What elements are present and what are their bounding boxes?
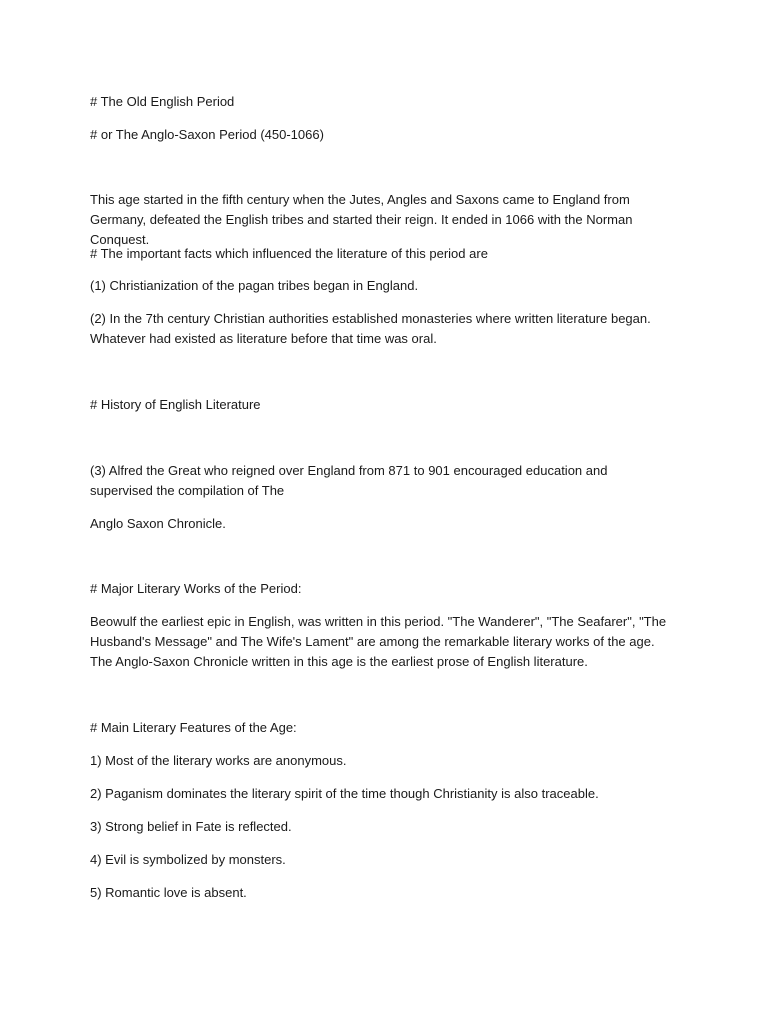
fact-2: (2) In the 7th century Christian authorities established monasteries where written literature began. Whatever had existed as literature before that time was oral.: [90, 311, 655, 346]
heading-major-works: # Major Literary Works of the Period:: [90, 581, 302, 596]
heading-history: # History of English Literature: [90, 397, 261, 412]
heading-important-facts: # The important facts which influenced the literature of this period are: [90, 246, 488, 261]
heading-anglo-saxon-period: # or The Anglo-Saxon Period (450-1066): [90, 127, 324, 142]
fact-1: (1) Christianization of the pagan tribes began in England.: [90, 278, 419, 293]
paragraph-major-works: Beowulf the earliest epic in English, was written in this period. "The Wanderer", "The Seafarer", "The Husband's Message" and The Wife's Lament" are among the remarkable literary works of the age. The Anglo-Saxon Chronicle written in this age is the earliest prose of English literature.: [90, 614, 670, 669]
heading-old-english-period: # The Old English Period: [90, 94, 235, 109]
fact-3-continued: Anglo Saxon Chronicle.: [90, 516, 226, 531]
feature-2: 2) Paganism dominates the literary spirit of the time though Christianity is also traceable.: [90, 786, 599, 801]
feature-1: 1) Most of the literary works are anonymous.: [90, 753, 347, 768]
feature-3: 3) Strong belief in Fate is reflected.: [90, 819, 292, 834]
paragraph-age-intro: This age started in the fifth century when the Jutes, Angles and Saxons came to England from Germany, defeated the English tribes and started their reign. It ended in 1066 with the Norman Conquest.: [90, 192, 637, 247]
feature-5: 5) Romantic love is absent.: [90, 885, 247, 900]
fact-3: (3) Alfred the Great who reigned over England from 871 to 901 encouraged education and supervised the compilation of The: [90, 463, 612, 498]
feature-4: 4) Evil is symbolized by monsters.: [90, 852, 286, 867]
heading-main-features: # Main Literary Features of the Age:: [90, 720, 297, 735]
